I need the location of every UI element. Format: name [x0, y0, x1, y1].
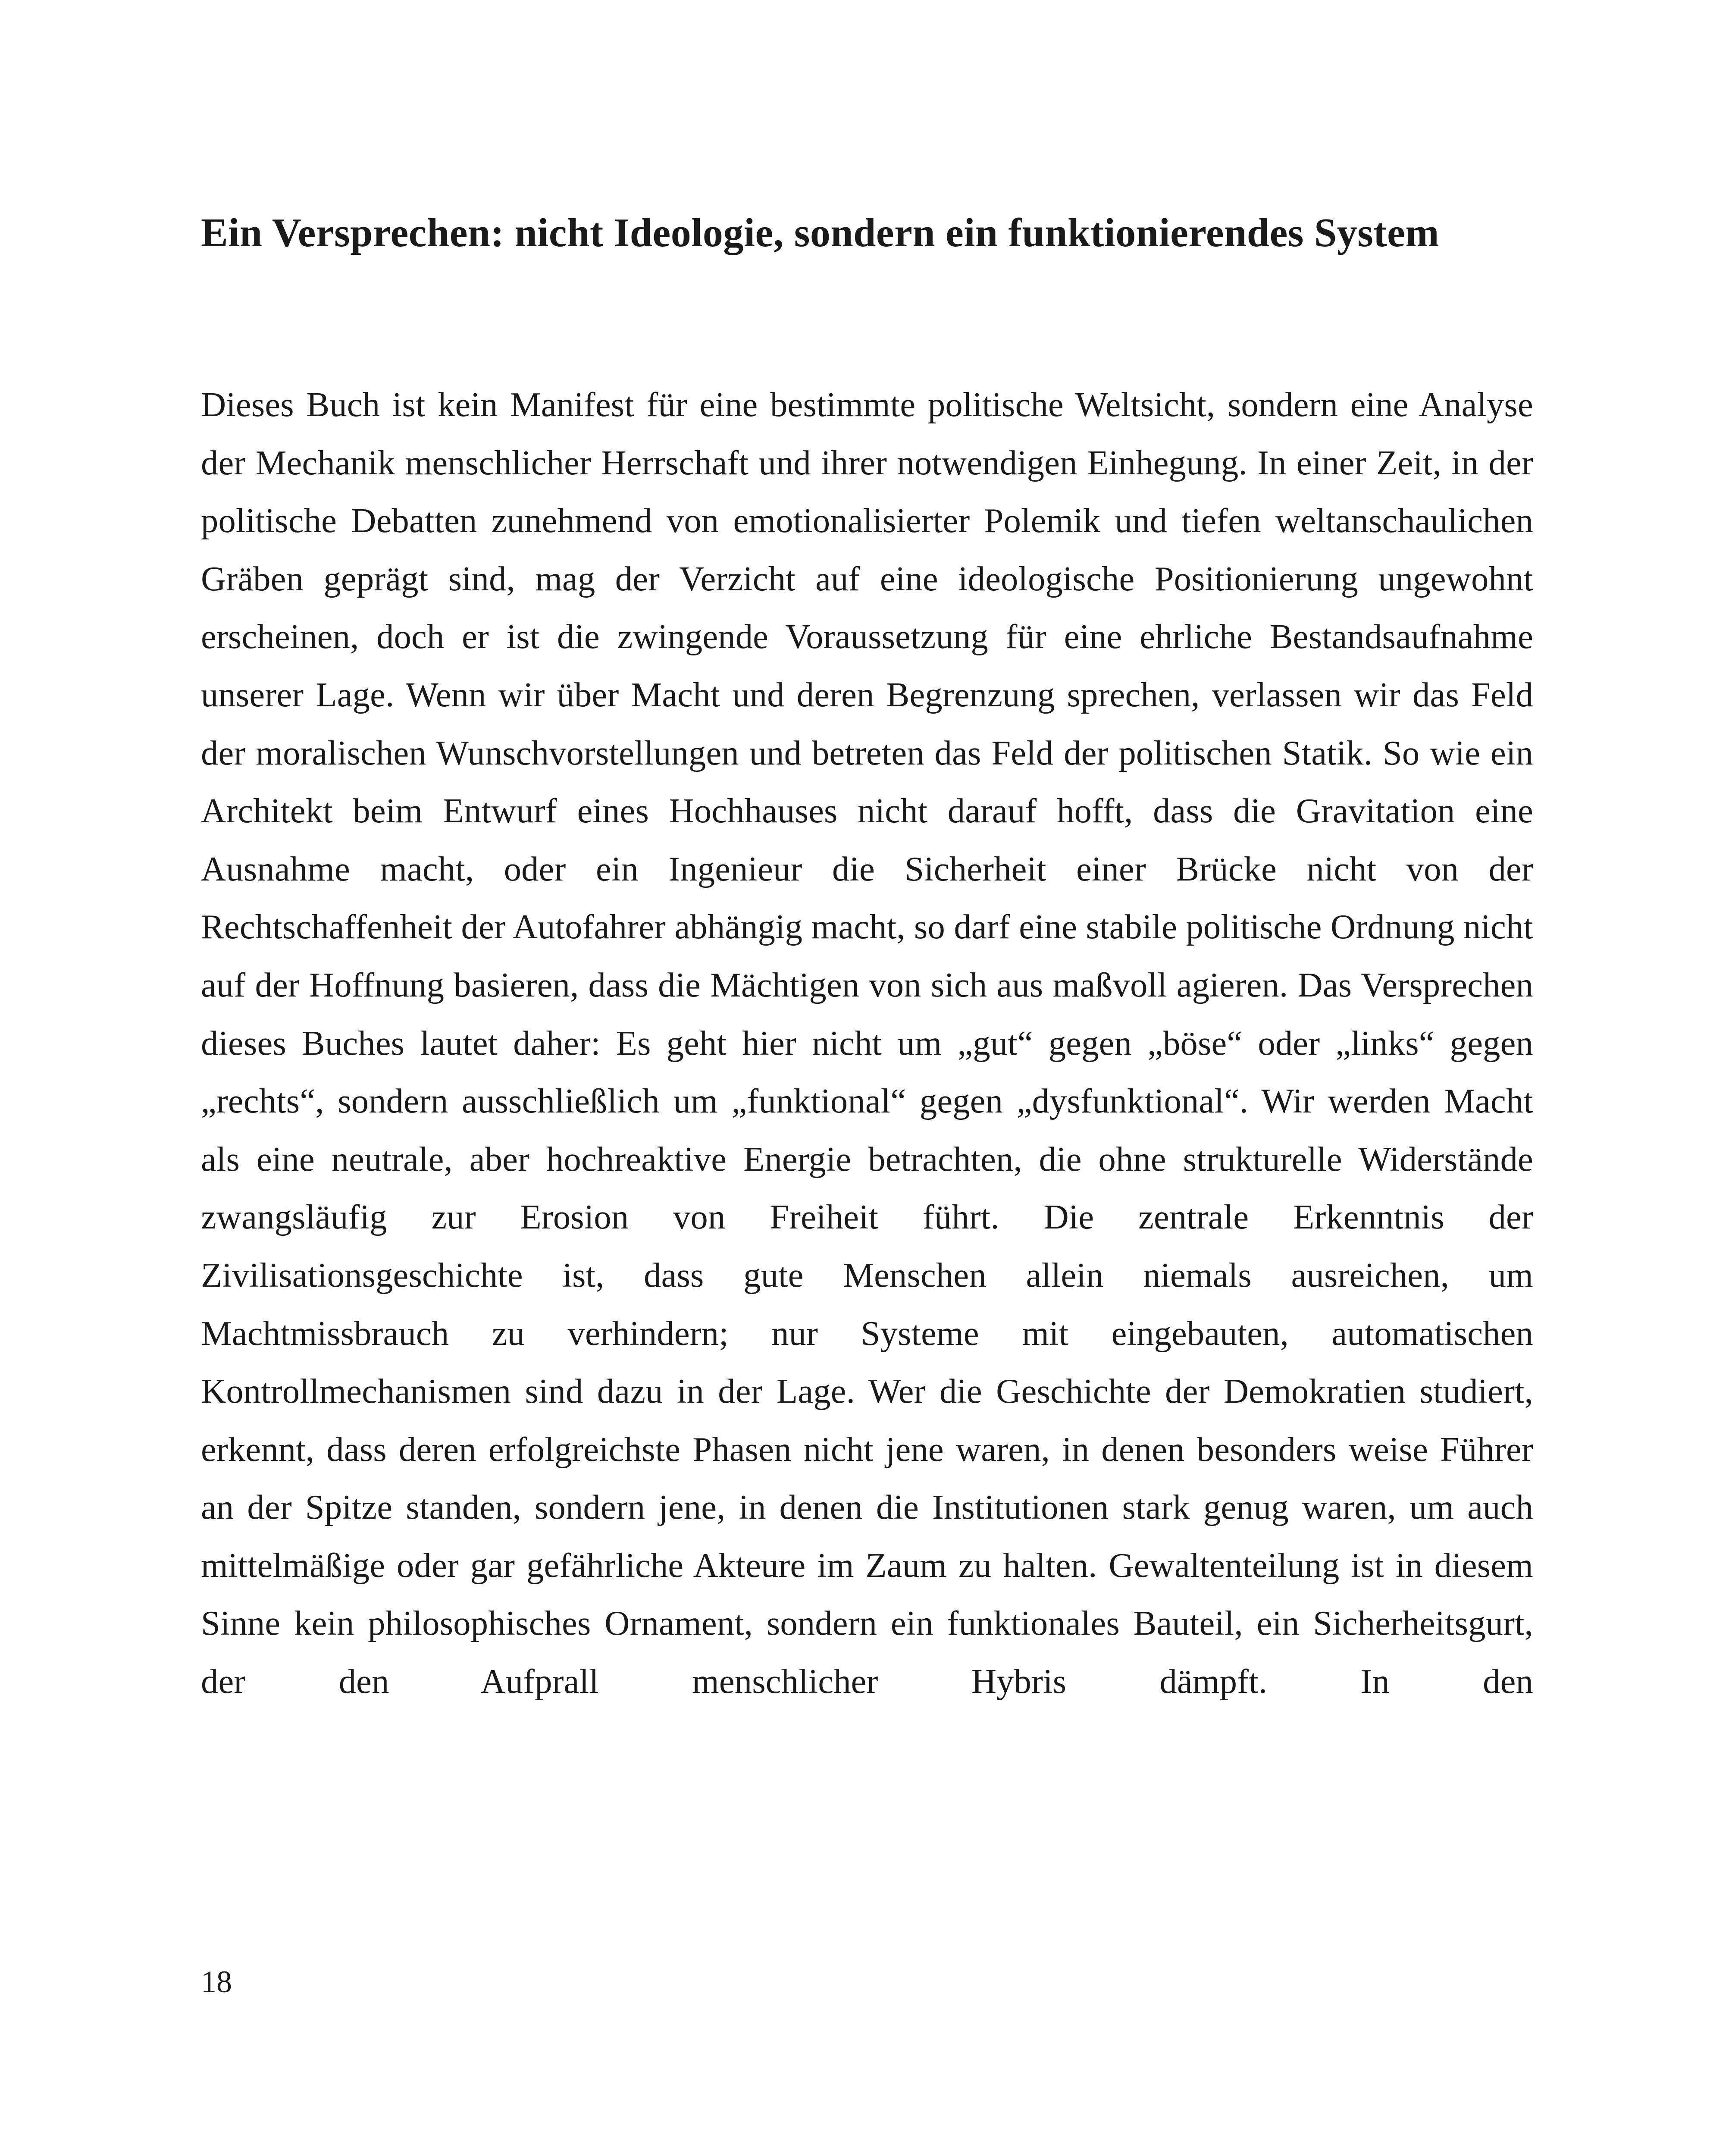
section-heading: Ein Versprechen: nicht Ideologie, sondern ein funktionierendes System: [201, 210, 1440, 255]
body-paragraph: Dieses Buch ist kein Manifest für eine bestimmte politische Weltsicht, sondern eine Analyse der Mechanik menschlicher Herrschaft und ihrer notwendigen Einhegung. In einer Zeit, in der politische Debatten zunehmend von emotionalisierter Polemik und tiefen weltanschaulichen Gräben geprägt sind, mag der Verzicht auf eine ideologische Positionierung ungewohnt erscheinen, doch er ist die zwingende Voraussetzung für eine ehrliche Bestandsaufnahme unserer Lage. Wenn wir über Macht und deren Begrenzung sprechen, verlassen wir das Feld der moralischen Wunschvorstellungen und betreten das Feld der politischen Statik. So wie ein Architekt beim Entwurf eines Hochhauses nicht darauf hofft, dass die Gravitation eine Ausnahme macht, oder ein Ingenieur die Sicherheit einer Brücke nicht von der Rechtschaffenheit der Autofahrer abhängig macht, so darf eine stabile politische Ordnung nicht auf der Hoffnung basieren, dass die Mächtigen von sich aus maßvoll agieren. Das Versprechen dieses Buches lautet daher: Es geht hier nicht um „gut“ gegen „böse“ oder „links“ gegen „rechts“, sondern ausschließlich um „funktional“ gegen „dysfunktional“. Wir werden Macht als eine neutrale, aber hochreaktive Energie betrachten, die ohne strukturelle Widerstände zwangsläufig zur Erosion von Freiheit führt. Die zentrale Erkenntnis der Zivilisationsgeschichte ist, dass gute Menschen allein niemals ausreichen, um Machtmissbrauch zu verhindern; nur Systeme mit eingebauten, automatischen Kontrollmechanismen sind dazu in der Lage. Wer die Geschichte der Demokratien studiert, erkennt, dass deren erfolgreichste Phasen nicht jene waren, in denen besonders weise Führer an der Spitze standen, sondern jene, in denen die Institutionen stark genug waren, um auch mittelmäßige oder gar gefährliche Akteure im Zaum zu halten. Gewaltenteilung ist in diesem Sinne kein philosophisches Ornament, sondern ein funktionales Bauteil, ein Sicherheitsgurt, der den Aufprall menschlicher Hybris dämpft. In den: [201, 385, 1533, 1701]
page-number: 18: [201, 1965, 232, 1999]
